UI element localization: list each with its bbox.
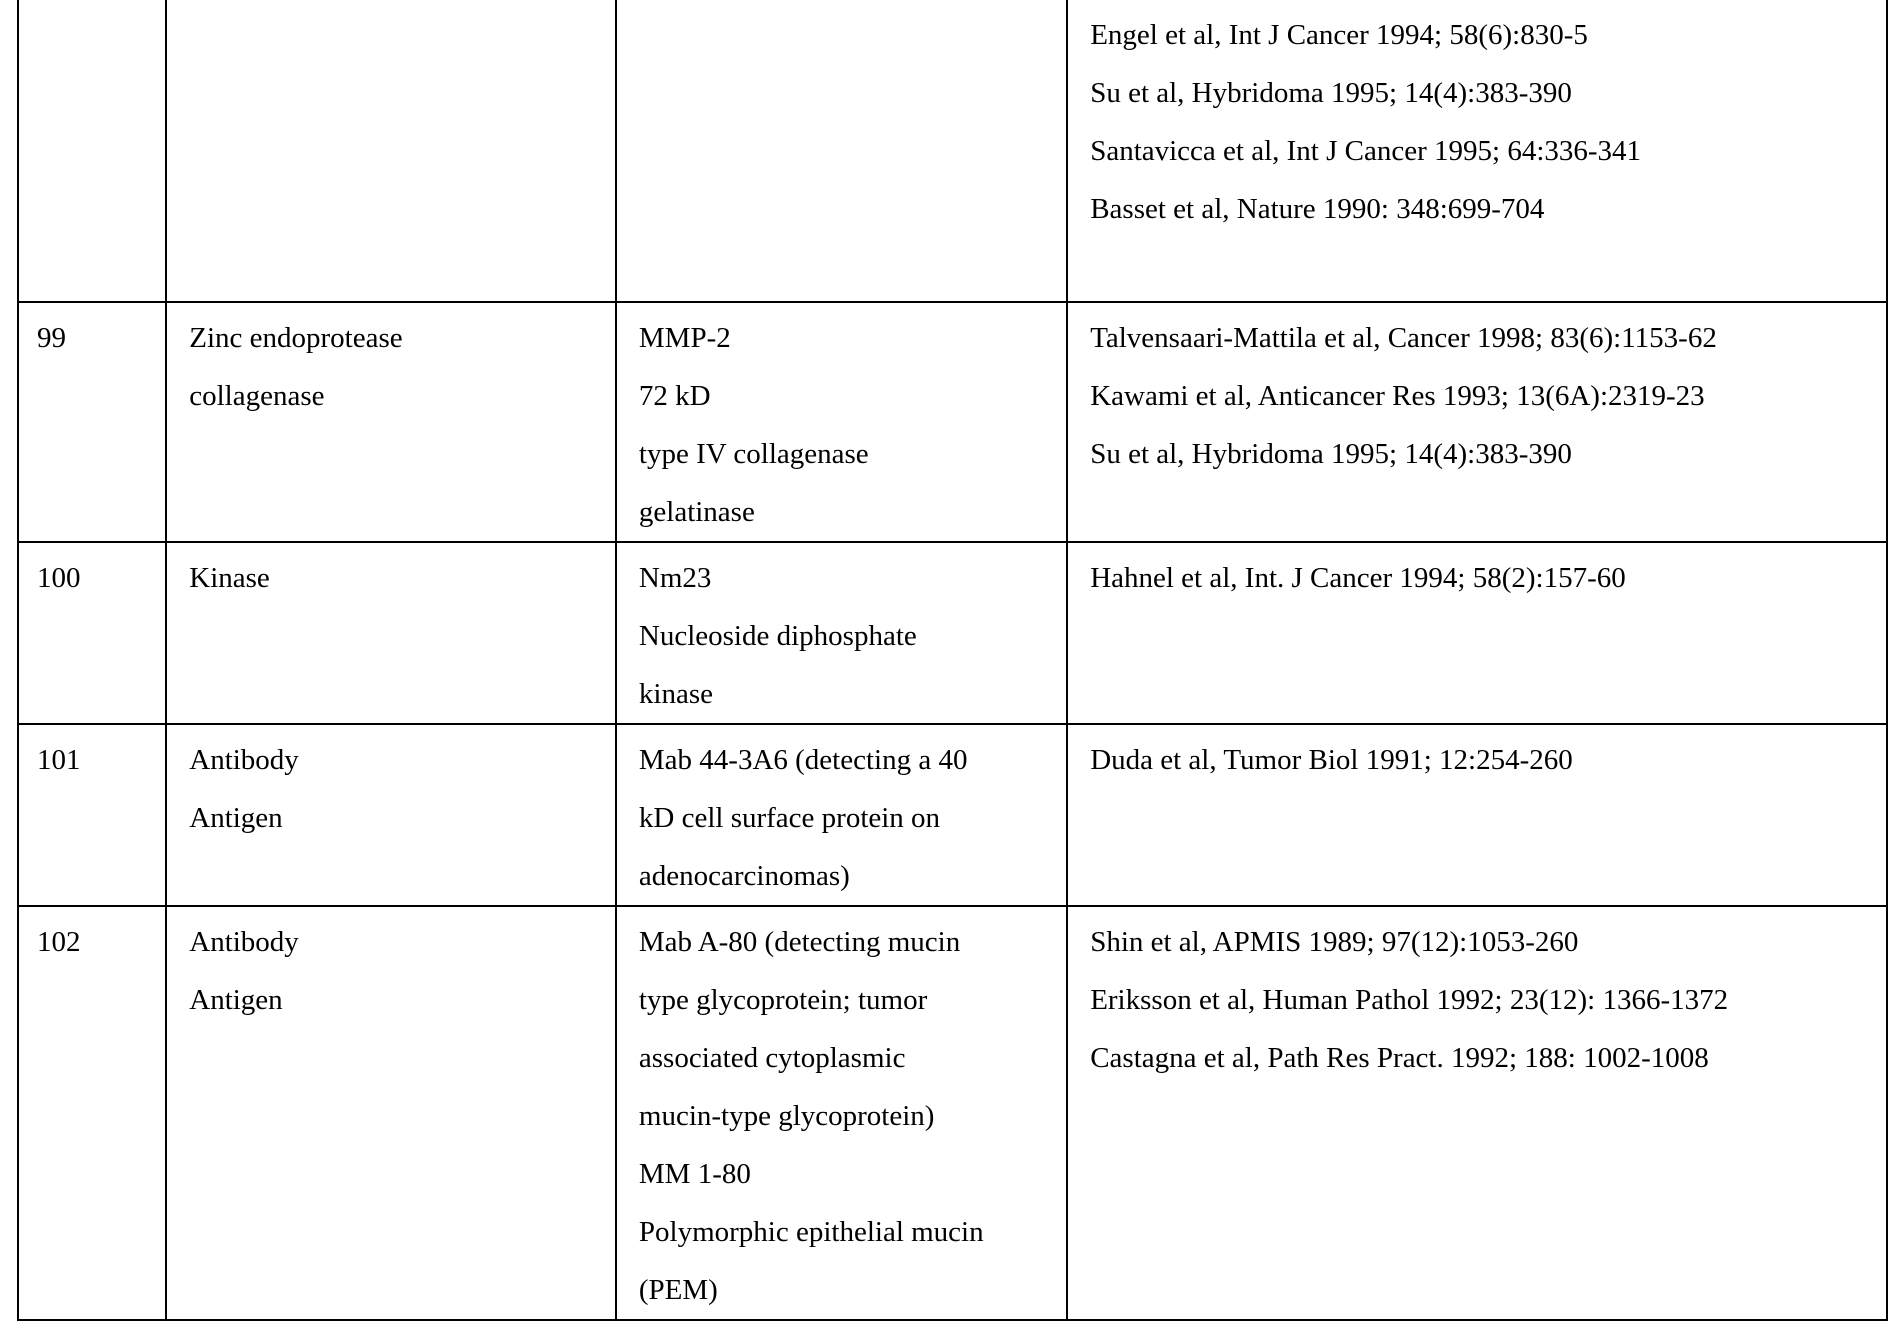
table-row: [18, 302, 1887, 542]
marker-cell: [616, 302, 1067, 542]
category-cell-line: Antibody: [189, 913, 615, 971]
row-number-cell: [18, 302, 166, 542]
references-cell-line: Eriksson et al, Human Pathol 1992; 23(12): 1366-1372: [1090, 971, 1886, 1029]
marker-cell: [616, 542, 1067, 724]
marker-table: [17, 0, 1888, 1321]
marker-cell-line: 72 kD: [639, 367, 1066, 425]
marker-cell-line: mucin-type glycoprotein): [639, 1087, 1066, 1145]
row-number-cell: [18, 0, 166, 302]
references-cell: [1067, 302, 1887, 542]
references-cell: [1067, 724, 1887, 906]
references-cell-line: Su et al, Hybridoma 1995; 14(4):383-390: [1090, 64, 1886, 122]
category-cell-line: Antigen: [189, 971, 615, 1029]
category-cell-line: collagenase: [189, 367, 615, 425]
marker-cell: [616, 724, 1067, 906]
marker-cell-line: (PEM): [639, 1261, 1066, 1319]
marker-cell-line: Mab 44-3A6 (detecting a 40: [639, 731, 1066, 789]
category-cell-line: Antibody: [189, 731, 615, 789]
references-cell: [1067, 542, 1887, 724]
row-number-cell: [18, 906, 166, 1320]
row-number-cell: [18, 542, 166, 724]
references-cell-line: Talvensaari-Mattila et al, Cancer 1998; 83(6):1153-62: [1090, 309, 1886, 367]
marker-cell-line: Polymorphic epithelial mucin: [639, 1203, 1066, 1261]
references-cell-line: Shin et al, APMIS 1989; 97(12):1053-260: [1090, 913, 1886, 971]
category-cell-line: Antigen: [189, 789, 615, 847]
references-cell-line: Castagna et al, Path Res Pract. 1992; 188: 1002-1008: [1090, 1029, 1886, 1087]
row-number-cell-text: 100: [37, 549, 165, 607]
marker-cell-line: type glycoprotein; tumor: [639, 971, 1066, 1029]
marker-cell-line: type IV collagenase: [639, 425, 1066, 483]
references-cell: [1067, 0, 1887, 302]
marker-cell-line: MMP-2: [639, 309, 1066, 367]
marker-cell-line: gelatinase: [639, 483, 1066, 541]
row-number-cell-text: 102: [37, 913, 165, 971]
marker-cell-line: associated cytoplasmic: [639, 1029, 1066, 1087]
category-cell: [166, 724, 616, 906]
category-cell: [166, 906, 616, 1320]
references-cell-line: Santavicca et al, Int J Cancer 1995; 64:336-341: [1090, 122, 1886, 180]
marker-cell-line: MM 1-80: [639, 1145, 1066, 1203]
table-row: [18, 0, 1887, 302]
category-cell-line: Zinc endoprotease: [189, 309, 615, 367]
references-cell-line: Kawami et al, Anticancer Res 1993; 13(6A):2319-23: [1090, 367, 1886, 425]
category-cell: [166, 542, 616, 724]
marker-cell: [616, 0, 1067, 302]
category-cell: [166, 0, 616, 302]
references-cell-line: Basset et al, Nature 1990: 348:699-704: [1090, 180, 1886, 238]
references-cell-line: Su et al, Hybridoma 1995; 14(4):383-390: [1090, 425, 1886, 483]
row-number-cell-text: 99: [37, 309, 165, 367]
marker-cell-line: kD cell surface protein on: [639, 789, 1066, 847]
table-row: [18, 906, 1887, 1320]
table-row: [18, 542, 1887, 724]
marker-cell: [616, 906, 1067, 1320]
marker-cell-line: Mab A-80 (detecting mucin: [639, 913, 1066, 971]
category-cell-line: Kinase: [189, 549, 615, 607]
row-number-cell-text: 101: [37, 731, 165, 789]
row-number-cell: [18, 724, 166, 906]
marker-cell-line: Nucleoside diphosphate: [639, 607, 1066, 665]
marker-cell-line: adenocarcinomas): [639, 847, 1066, 905]
category-cell: [166, 302, 616, 542]
marker-cell-line: Nm23: [639, 549, 1066, 607]
references-cell-line: Duda et al, Tumor Biol 1991; 12:254-260: [1090, 731, 1886, 789]
references-cell-line: Hahnel et al, Int. J Cancer 1994; 58(2):157-60: [1090, 549, 1886, 607]
references-cell-line: Engel et al, Int J Cancer 1994; 58(6):830-5: [1090, 6, 1886, 64]
table-row: [18, 724, 1887, 906]
marker-cell-line: kinase: [639, 665, 1066, 723]
references-cell: [1067, 906, 1887, 1320]
